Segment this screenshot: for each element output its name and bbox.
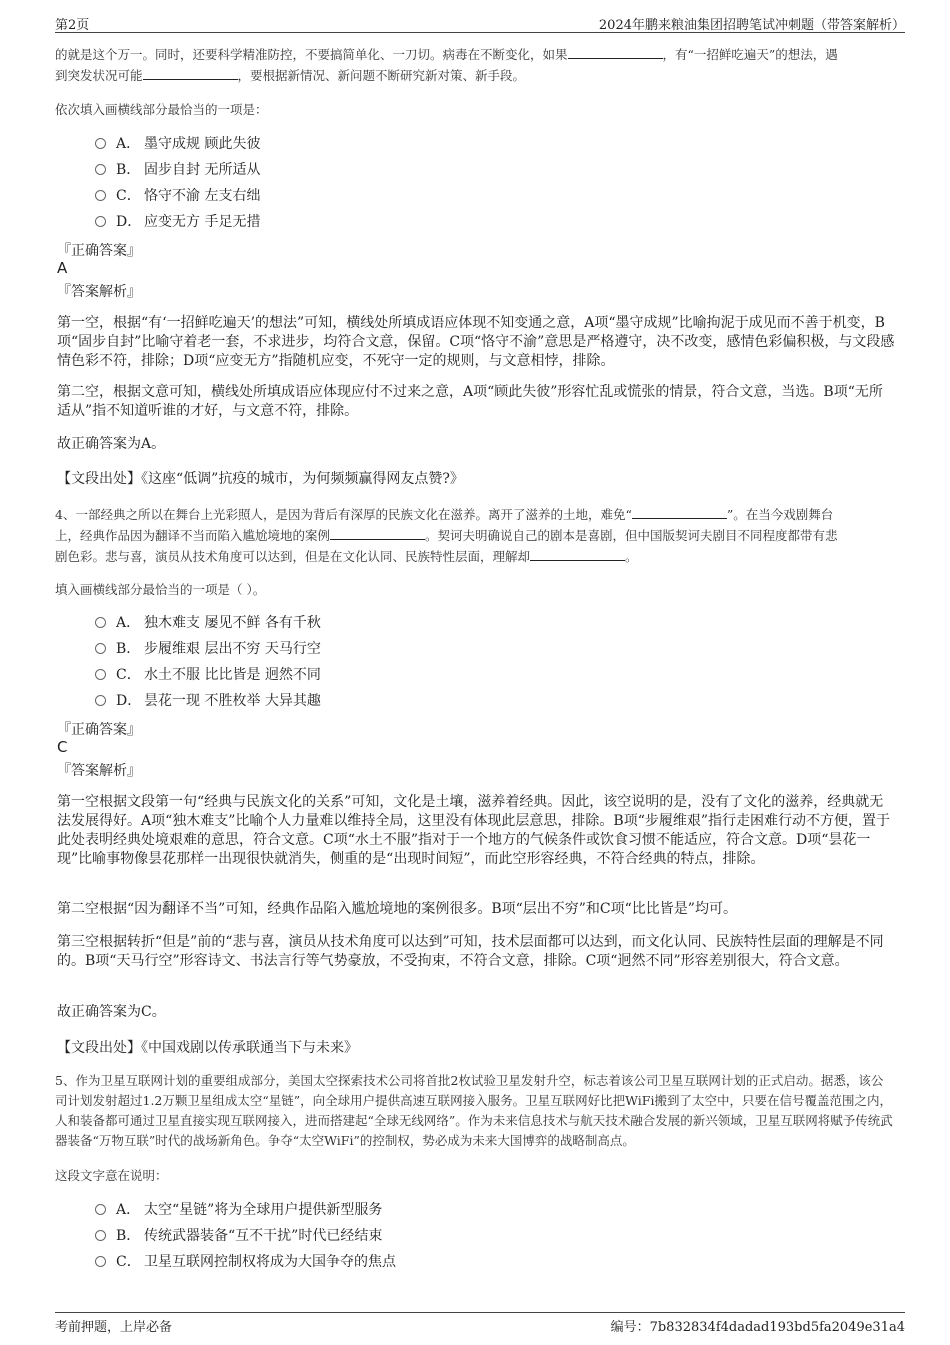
q4-option-d[interactable]: D． 昙花一现 不胜枚举 大异其趣 xyxy=(95,690,321,712)
footer-slogan: 考前押题，上岸必备 xyxy=(55,1320,173,1335)
q4-analysis-1: 第一空根据文段第一句“经典与民族文化的关系”可知，文化是土壤，滋养着经典。因此，该空说明的是，没有了文化的滋养，经典就无法发展得好。A项“独木难支”比喻个人力量难以维持全局，这里没有体现此层意思，排除。B项“步履维艰”指行走困难行动不方便，置于此处表明经典处境艰难的意思，符合文意。C项“水土不服”指对于一个地方的气候条件或饮食习惯不能适应，符合文意。D项“昙花一现”比喻事物像昙花那样一出现很快就消失，侧重的是“出现时间短”，而此空形容经典，不符合经典的特点，排除。 xyxy=(57,794,891,867)
q4-analysis-4: 故正确答案为C。 xyxy=(57,1004,166,1020)
blank-1 xyxy=(568,44,663,59)
q3-source: 【文段出处】《这座“低调”抗疫的城市，为何频频赢得网友点赞?》 xyxy=(57,471,464,487)
q4-stem: 4、一部经典之所以在舞台上光彩照人，是因为背后有深厚的民族文化在滋养。离开了滋养的土地，难免“ ”。在当今戏剧舞台 上，经典作品因为翻译不当而陷入尴尬境地的案例 。契诃夫明确说自己的剧本是喜剧，但中国版契诃夫剧目不同程度都带有悲 剧色彩。悲与喜，演员从技术角度可以达到，但是在文化认同、民族特性层面，理解却 。 xyxy=(55,504,895,567)
blank-1 xyxy=(632,504,727,519)
q3-option-b[interactable]: B． 固步自封 无所适从 xyxy=(95,159,260,181)
q4-source: 【文段出处】《中国戏剧以传承联通当下与未来》 xyxy=(57,1040,358,1056)
radio-icon[interactable] xyxy=(95,1204,106,1215)
blank-2 xyxy=(330,525,425,540)
q4-analysis-2: 第二空根据“因为翻译不当”可知，经典作品陷入尴尬境地的案例很多。B项“层出不穷”和C项“比比皆是”均可。 xyxy=(57,901,737,917)
blank-2 xyxy=(143,65,238,80)
radio-icon[interactable] xyxy=(95,1230,106,1241)
q4-analysis-label: 『答案解析』 xyxy=(57,763,141,779)
q3-analysis-label: 『答案解析』 xyxy=(57,284,141,300)
blank-3 xyxy=(530,546,625,561)
document-code: 编号：7b832834f4dadad193bd5fa2049e31a4 xyxy=(610,1320,905,1335)
q3-analysis-1: 第一空，根据“有‘一招鲜吃遍天’的想法”可知，横线处所填成语应体现不知变通之意，A项“墨守成规”比喻拘泥于成见而不善于机变，B项“固步自封”比喻守着老一套，不求进步，均符合文意，保留。C项“恪守不渝”意思是严格遵守，决不改变，感情色彩偏积极，与文段感情色彩不符，排除；D项“应变无方”指随机应变，不死守一定的规则，与文意相悖，排除。 xyxy=(57,315,895,369)
radio-icon[interactable] xyxy=(95,695,106,706)
radio-icon[interactable] xyxy=(95,164,106,175)
q3-option-c[interactable]: C． 恪守不渝 左支右绌 xyxy=(95,185,260,207)
q3-stem: 的就是这个万一。同时，还要科学精准防控，不要搞简单化、一刀切。病毒在不断变化，如果 ，有“一招鲜吃遍天”的想法，遇 到突发状况可能 ，要根据新情况、新问题不断研究新对策、新手段。 xyxy=(55,44,895,86)
q5-option-b[interactable]: B． 传统武器装备“互不干扰”时代已经结束 xyxy=(95,1225,382,1247)
q4-option-a[interactable]: A． 独木难支 屡见不鲜 各有千秋 xyxy=(95,612,321,634)
q5-option-a[interactable]: A． 太空“星链”将为全球用户提供新型服务 xyxy=(95,1199,382,1221)
radio-icon[interactable] xyxy=(95,617,106,628)
radio-icon[interactable] xyxy=(95,138,106,149)
q4-option-b[interactable]: B． 步履维艰 层出不穷 天马行空 xyxy=(95,638,321,660)
q3-option-a[interactable]: A． 墨守成规 顾此失彼 xyxy=(95,133,260,155)
q4-prompt: 填入画横线部分最恰当的一项是（ ）。 xyxy=(55,582,266,597)
q3-analysis-2: 第二空，根据文意可知，横线处所填成语应体现应付不过来之意，A项“顾此失彼”形容忙乱或慌张的情景，符合文意，当选。B项“无所适从”指不知道听谁的才好，与文意不符，排除。 xyxy=(57,384,883,419)
q4-answer: C xyxy=(57,738,68,756)
page-footer xyxy=(55,1312,905,1333)
q3-answer: A xyxy=(57,259,68,277)
q5-stem: 5、作为卫星互联网计划的重要组成部分，美国太空探索技术公司将首批2枚试验卫星发射升空，标志着该公司卫星互联网计划的正式启动。据悉，该公司计划发射超过1.2万颗卫星组成太空“星链”，向全球用户提供高速互联网接入服务。卫星互联网好比把WiFi搬到了太空中，只要在信号覆盖范围之内，人和装备都可通过卫星直接实现互联网接入，进而搭建起“全球无线网络”。作为未来信息技术与航天技术融合发展的新兴领域，卫星互联网将赋予传统武器装备“万物互联”时代的战场新角色。争夺“太空WiFi”的控制权，势必成为未来大国博弈的战略制高点。 xyxy=(55,1073,893,1148)
q4-answer-label: 『正确答案』 xyxy=(57,722,141,738)
q3-analysis-3: 故正确答案为A。 xyxy=(57,436,166,452)
q3-option-d[interactable]: D． 应变无方 手足无措 xyxy=(95,211,260,233)
radio-icon[interactable] xyxy=(95,190,106,201)
radio-icon[interactable] xyxy=(95,1256,106,1267)
radio-icon[interactable] xyxy=(95,643,106,654)
q3-prompt: 依次填入画横线部分最恰当的一项是： xyxy=(55,102,268,117)
page-header xyxy=(55,12,905,33)
document-title: 2024年鹏来粮油集团招聘笔试冲刺题（带答案解析） xyxy=(598,18,905,33)
page-number: 第2页 xyxy=(55,18,90,33)
radio-icon[interactable] xyxy=(95,216,106,227)
q5-option-c[interactable]: C． 卫星互联网控制权将成为大国争夺的焦点 xyxy=(95,1251,396,1273)
q4-option-c[interactable]: C． 水土不服 比比皆是 迥然不同 xyxy=(95,664,321,686)
q3-answer-label: 『正确答案』 xyxy=(57,243,141,259)
q5-prompt: 这段文字意在说明： xyxy=(55,1168,168,1183)
radio-icon[interactable] xyxy=(95,669,106,680)
q4-analysis-3: 第三空根据转折“但是”前的“悲与喜，演员从技术角度可以达到”可知，技术层面都可以达到，而文化认同、民族特性层面的理解是不同的。B项“天马行空”形容诗文、书法言行等气势豪放，不受拘束，不符合文意，排除。C项“迥然不同”形容差别很大，符合文意。 xyxy=(57,934,884,969)
